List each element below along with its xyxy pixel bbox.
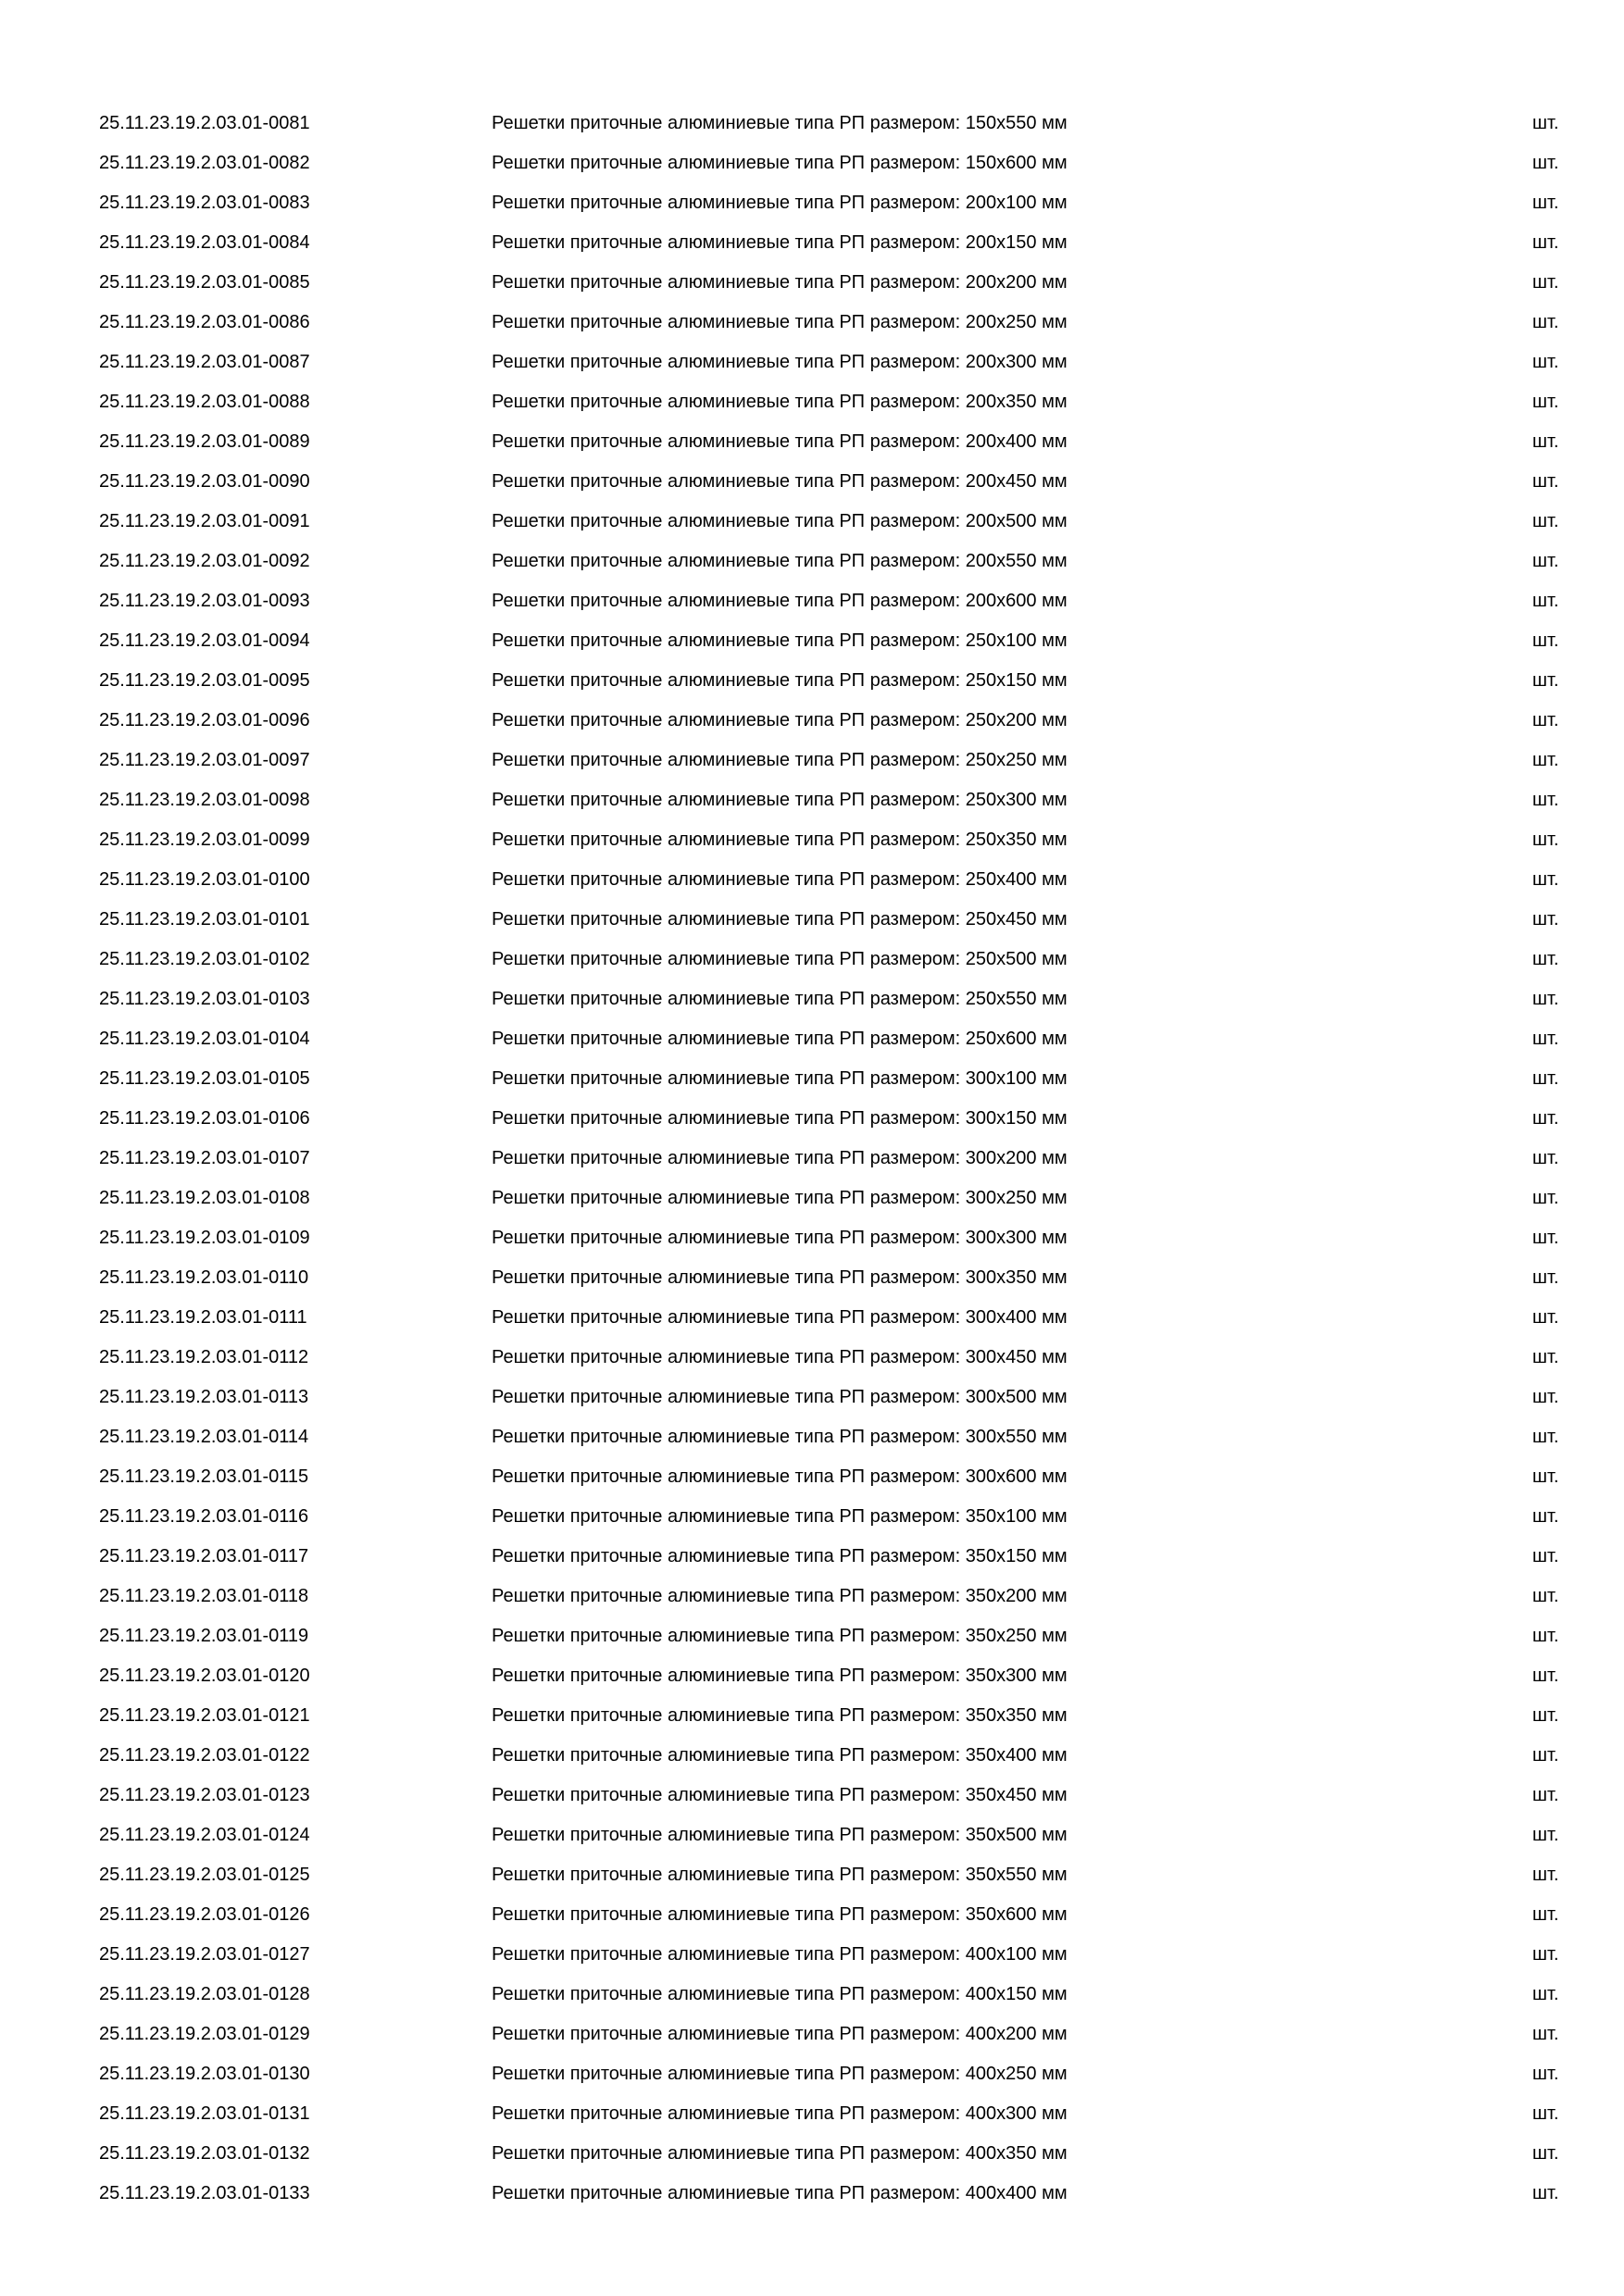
table-row <box>0 780 1624 820</box>
table-row <box>0 183 1624 223</box>
item-unit: шт. <box>1532 1825 1559 1845</box>
table-row <box>0 2054 1624 2094</box>
item-code: 25.11.23.19.2.03.01-0126 <box>99 1904 310 1925</box>
item-code: 25.11.23.19.2.03.01-0089 <box>99 431 310 452</box>
item-name: Решетки приточные алюминиевые типа РП размером: 350х550 мм <box>492 1865 1068 1885</box>
item-name: Решетки приточные алюминиевые типа РП размером: 200х550 мм <box>492 551 1068 571</box>
item-name: Решетки приточные алюминиевые типа РП размером: 250х200 мм <box>492 710 1068 730</box>
item-name: Решетки приточные алюминиевые типа РП размером: 300х200 мм <box>492 1148 1068 1168</box>
item-unit: шт. <box>1532 1029 1559 1049</box>
item-unit: шт. <box>1532 1148 1559 1168</box>
item-unit: шт. <box>1532 949 1559 969</box>
table-row <box>0 661 1624 701</box>
table-row <box>0 860 1624 900</box>
item-name: Решетки приточные алюминиевые типа РП размером: 350х400 мм <box>492 1745 1068 1766</box>
table-row <box>0 1577 1624 1616</box>
table-row <box>0 1457 1624 1497</box>
item-name: Решетки приточные алюминиевые типа РП размером: 250х450 мм <box>492 909 1068 930</box>
table-row <box>0 1258 1624 1298</box>
item-name: Решетки приточные алюминиевые типа РП размером: 250х500 мм <box>492 949 1068 969</box>
item-unit: шт. <box>1532 312 1559 332</box>
table-row <box>0 2174 1624 2214</box>
table-row <box>0 382 1624 422</box>
item-code: 25.11.23.19.2.03.01-0119 <box>99 1626 309 1646</box>
item-name: Решетки приточные алюминиевые типа РП размером: 250х400 мм <box>492 869 1068 890</box>
item-unit: шт. <box>1532 113 1559 133</box>
item-unit: шт. <box>1532 869 1559 890</box>
item-name: Решетки приточные алюминиевые типа РП размером: 250х600 мм <box>492 1029 1068 1049</box>
table-row <box>0 2094 1624 2134</box>
item-name: Решетки приточные алюминиевые типа РП размером: 200х500 мм <box>492 511 1068 531</box>
item-unit: шт. <box>1532 1108 1559 1129</box>
table-row <box>0 900 1624 940</box>
item-unit: шт. <box>1532 2064 1559 2084</box>
item-unit: шт. <box>1532 1546 1559 1566</box>
item-name: Решетки приточные алюминиевые типа РП размером: 200х250 мм <box>492 312 1068 332</box>
table-row <box>0 1696 1624 1736</box>
item-name: Решетки приточные алюминиевые типа РП размером: 350х450 мм <box>492 1785 1068 1805</box>
table-row <box>0 1099 1624 1139</box>
item-name: Решетки приточные алюминиевые типа РП размером: 200х150 мм <box>492 232 1068 253</box>
item-name: Решетки приточные алюминиевые типа РП размером: 350х350 мм <box>492 1705 1068 1726</box>
table-row <box>0 144 1624 183</box>
item-name: Решетки приточные алюминиевые типа РП размером: 150х600 мм <box>492 153 1068 173</box>
item-unit: шт. <box>1532 1785 1559 1805</box>
item-code: 25.11.23.19.2.03.01-0117 <box>99 1546 309 1566</box>
item-name: Решетки приточные алюминиевые типа РП размером: 400х200 мм <box>492 2024 1068 2044</box>
item-name: Решетки приточные алюминиевые типа РП размером: 250х100 мм <box>492 630 1068 651</box>
item-name: Решетки приточные алюминиевые типа РП размером: 350х300 мм <box>492 1666 1068 1686</box>
item-name: Решетки приточные алюминиевые типа РП размером: 350х150 мм <box>492 1546 1068 1566</box>
table-row <box>0 303 1624 343</box>
table-row <box>0 1338 1624 1378</box>
table-row <box>0 343 1624 382</box>
item-code: 25.11.23.19.2.03.01-0108 <box>99 1188 310 1208</box>
item-unit: шт. <box>1532 2103 1559 2124</box>
table-row <box>0 940 1624 980</box>
table-row <box>0 223 1624 263</box>
item-code: 25.11.23.19.2.03.01-0092 <box>99 551 310 571</box>
table-row <box>0 1975 1624 2015</box>
item-code: 25.11.23.19.2.03.01-0105 <box>99 1068 310 1089</box>
item-code: 25.11.23.19.2.03.01-0102 <box>99 949 310 969</box>
item-unit: шт. <box>1532 1984 1559 2004</box>
item-code: 25.11.23.19.2.03.01-0122 <box>99 1745 310 1766</box>
table-row <box>0 1895 1624 1935</box>
table-row <box>0 1816 1624 1855</box>
item-code: 25.11.23.19.2.03.01-0123 <box>99 1785 310 1805</box>
table-row <box>0 2134 1624 2174</box>
item-unit: шт. <box>1532 2024 1559 2044</box>
item-unit: шт. <box>1532 431 1559 452</box>
item-name: Решетки приточные алюминиевые типа РП размером: 200х350 мм <box>492 392 1068 412</box>
item-unit: шт. <box>1532 272 1559 293</box>
item-name: Решетки приточные алюминиевые типа РП размером: 300х250 мм <box>492 1188 1068 1208</box>
item-unit: шт. <box>1532 1466 1559 1487</box>
item-code: 25.11.23.19.2.03.01-0128 <box>99 1984 310 2004</box>
item-code: 25.11.23.19.2.03.01-0103 <box>99 989 310 1009</box>
item-code: 25.11.23.19.2.03.01-0081 <box>99 113 310 133</box>
item-name: Решетки приточные алюминиевые типа РП размером: 200х200 мм <box>492 272 1068 293</box>
table-row <box>0 1139 1624 1179</box>
item-unit: шт. <box>1532 1904 1559 1925</box>
item-code: 25.11.23.19.2.03.01-0114 <box>99 1427 309 1447</box>
item-name: Решетки приточные алюминиевые типа РП размером: 400х100 мм <box>492 1944 1068 1965</box>
item-name: Решетки приточные алюминиевые типа РП размером: 200х100 мм <box>492 193 1068 213</box>
item-list <box>0 104 1624 2214</box>
item-name: Решетки приточные алюминиевые типа РП размером: 350х200 мм <box>492 1586 1068 1606</box>
item-unit: шт. <box>1532 392 1559 412</box>
table-row <box>0 980 1624 1019</box>
item-unit: шт. <box>1532 551 1559 571</box>
item-name: Решетки приточные алюминиевые типа РП размером: 200х300 мм <box>492 352 1068 372</box>
item-unit: шт. <box>1532 1944 1559 1965</box>
table-row <box>0 701 1624 741</box>
item-unit: шт. <box>1532 1506 1559 1527</box>
item-code: 25.11.23.19.2.03.01-0107 <box>99 1148 310 1168</box>
item-name: Решетки приточные алюминиевые типа РП размером: 300х450 мм <box>492 1347 1068 1367</box>
item-name: Решетки приточные алюминиевые типа РП размером: 150х550 мм <box>492 113 1068 133</box>
item-code: 25.11.23.19.2.03.01-0129 <box>99 2024 310 2044</box>
item-code: 25.11.23.19.2.03.01-0110 <box>99 1267 309 1288</box>
table-row <box>0 621 1624 661</box>
item-name: Решетки приточные алюминиевые типа РП размером: 300х400 мм <box>492 1307 1068 1328</box>
table-row <box>0 502 1624 542</box>
item-code: 25.11.23.19.2.03.01-0113 <box>99 1387 309 1407</box>
item-name: Решетки приточные алюминиевые типа РП размером: 400х350 мм <box>492 2143 1068 2164</box>
item-name: Решетки приточные алюминиевые типа РП размером: 200х450 мм <box>492 471 1068 492</box>
item-unit: шт. <box>1532 1626 1559 1646</box>
item-name: Решетки приточные алюминиевые типа РП размером: 300х100 мм <box>492 1068 1068 1089</box>
item-code: 25.11.23.19.2.03.01-0112 <box>99 1347 309 1367</box>
item-unit: шт. <box>1532 471 1559 492</box>
item-code: 25.11.23.19.2.03.01-0098 <box>99 790 310 810</box>
item-unit: шт. <box>1532 989 1559 1009</box>
item-unit: шт. <box>1532 1228 1559 1248</box>
item-code: 25.11.23.19.2.03.01-0131 <box>99 2103 310 2124</box>
item-code: 25.11.23.19.2.03.01-0083 <box>99 193 310 213</box>
item-code: 25.11.23.19.2.03.01-0097 <box>99 750 310 770</box>
item-unit: шт. <box>1532 1865 1559 1885</box>
item-unit: шт. <box>1532 710 1559 730</box>
item-unit: шт. <box>1532 352 1559 372</box>
item-name: Решетки приточные алюминиевые типа РП размером: 250х550 мм <box>492 989 1068 1009</box>
table-row <box>0 1776 1624 1816</box>
item-code: 25.11.23.19.2.03.01-0084 <box>99 232 310 253</box>
table-row <box>0 1656 1624 1696</box>
item-code: 25.11.23.19.2.03.01-0094 <box>99 630 310 651</box>
item-code: 25.11.23.19.2.03.01-0133 <box>99 2183 310 2203</box>
item-name: Решетки приточные алюминиевые типа РП размером: 300х350 мм <box>492 1267 1068 1288</box>
item-name: Решетки приточные алюминиевые типа РП размером: 250х250 мм <box>492 750 1068 770</box>
item-code: 25.11.23.19.2.03.01-0120 <box>99 1666 310 1686</box>
item-name: Решетки приточные алюминиевые типа РП размером: 300х500 мм <box>492 1387 1068 1407</box>
table-row <box>0 1616 1624 1656</box>
item-code: 25.11.23.19.2.03.01-0096 <box>99 710 310 730</box>
item-code: 25.11.23.19.2.03.01-0124 <box>99 1825 310 1845</box>
item-name: Решетки приточные алюминиевые типа РП размером: 200х600 мм <box>492 591 1068 611</box>
item-name: Решетки приточные алюминиевые типа РП размером: 400х300 мм <box>492 2103 1068 2124</box>
item-code: 25.11.23.19.2.03.01-0118 <box>99 1586 309 1606</box>
item-code: 25.11.23.19.2.03.01-0121 <box>99 1705 310 1726</box>
table-row <box>0 422 1624 462</box>
item-unit: шт. <box>1532 1705 1559 1726</box>
item-code: 25.11.23.19.2.03.01-0116 <box>99 1506 309 1527</box>
table-row <box>0 1059 1624 1099</box>
item-code: 25.11.23.19.2.03.01-0132 <box>99 2143 310 2164</box>
item-code: 25.11.23.19.2.03.01-0127 <box>99 1944 310 1965</box>
item-unit: шт. <box>1532 909 1559 930</box>
item-unit: шт. <box>1532 750 1559 770</box>
item-code: 25.11.23.19.2.03.01-0085 <box>99 272 310 293</box>
item-unit: шт. <box>1532 511 1559 531</box>
item-unit: шт. <box>1532 193 1559 213</box>
table-row <box>0 1179 1624 1218</box>
item-name: Решетки приточные алюминиевые типа РП размером: 400х150 мм <box>492 1984 1068 2004</box>
item-name: Решетки приточные алюминиевые типа РП размером: 350х100 мм <box>492 1506 1068 1527</box>
item-unit: шт. <box>1532 1745 1559 1766</box>
table-row <box>0 1855 1624 1895</box>
item-unit: шт. <box>1532 591 1559 611</box>
item-code: 25.11.23.19.2.03.01-0088 <box>99 392 310 412</box>
item-code: 25.11.23.19.2.03.01-0104 <box>99 1029 310 1049</box>
item-code: 25.11.23.19.2.03.01-0115 <box>99 1466 309 1487</box>
table-row <box>0 1218 1624 1258</box>
item-name: Решетки приточные алюминиевые типа РП размером: 300х550 мм <box>492 1427 1068 1447</box>
item-unit: шт. <box>1532 1666 1559 1686</box>
item-name: Решетки приточные алюминиевые типа РП размером: 350х600 мм <box>492 1904 1068 1925</box>
item-code: 25.11.23.19.2.03.01-0087 <box>99 352 310 372</box>
table-row <box>0 741 1624 780</box>
item-unit: шт. <box>1532 1307 1559 1328</box>
item-name: Решетки приточные алюминиевые типа РП размером: 400х250 мм <box>492 2064 1068 2084</box>
item-unit: шт. <box>1532 232 1559 253</box>
item-name: Решетки приточные алюминиевые типа РП размером: 300х150 мм <box>492 1108 1068 1129</box>
table-row <box>0 1298 1624 1338</box>
item-code: 25.11.23.19.2.03.01-0082 <box>99 153 310 173</box>
item-code: 25.11.23.19.2.03.01-0090 <box>99 471 310 492</box>
item-code: 25.11.23.19.2.03.01-0086 <box>99 312 310 332</box>
item-name: Решетки приточные алюминиевые типа РП размером: 250х150 мм <box>492 670 1068 691</box>
item-unit: шт. <box>1532 1387 1559 1407</box>
table-row <box>0 1736 1624 1776</box>
table-row <box>0 1417 1624 1457</box>
item-name: Решетки приточные алюминиевые типа РП размером: 300х600 мм <box>492 1466 1068 1487</box>
item-unit: шт. <box>1532 1586 1559 1606</box>
item-name: Решетки приточные алюминиевые типа РП размером: 400х400 мм <box>492 2183 1068 2203</box>
item-name: Решетки приточные алюминиевые типа РП размером: 250х300 мм <box>492 790 1068 810</box>
table-row <box>0 820 1624 860</box>
item-unit: шт. <box>1532 1267 1559 1288</box>
table-row <box>0 1378 1624 1417</box>
item-code: 25.11.23.19.2.03.01-0101 <box>99 909 310 930</box>
table-row <box>0 263 1624 303</box>
item-unit: шт. <box>1532 670 1559 691</box>
table-row <box>0 1019 1624 1059</box>
item-name: Решетки приточные алюминиевые типа РП размером: 350х500 мм <box>492 1825 1068 1845</box>
item-code: 25.11.23.19.2.03.01-0099 <box>99 830 310 850</box>
item-code: 25.11.23.19.2.03.01-0106 <box>99 1108 310 1129</box>
table-row <box>0 2015 1624 2054</box>
item-code: 25.11.23.19.2.03.01-0125 <box>99 1865 310 1885</box>
item-code: 25.11.23.19.2.03.01-0091 <box>99 511 310 531</box>
item-unit: шт. <box>1532 630 1559 651</box>
item-unit: шт. <box>1532 790 1559 810</box>
item-code: 25.11.23.19.2.03.01-0130 <box>99 2064 310 2084</box>
item-unit: шт. <box>1532 153 1559 173</box>
item-code: 25.11.23.19.2.03.01-0095 <box>99 670 310 691</box>
item-unit: шт. <box>1532 1188 1559 1208</box>
table-row <box>0 542 1624 581</box>
table-row <box>0 1537 1624 1577</box>
item-name: Решетки приточные алюминиевые типа РП размером: 200х400 мм <box>492 431 1068 452</box>
table-row <box>0 104 1624 144</box>
item-code: 25.11.23.19.2.03.01-0109 <box>99 1228 310 1248</box>
item-name: Решетки приточные алюминиевые типа РП размером: 250х350 мм <box>492 830 1068 850</box>
item-unit: шт. <box>1532 1427 1559 1447</box>
table-row <box>0 462 1624 502</box>
table-row <box>0 1935 1624 1975</box>
table-row <box>0 581 1624 621</box>
item-code: 25.11.23.19.2.03.01-0093 <box>99 591 310 611</box>
item-code: 25.11.23.19.2.03.01-0111 <box>99 1307 307 1328</box>
item-unit: шт. <box>1532 830 1559 850</box>
item-unit: шт. <box>1532 2183 1559 2203</box>
item-unit: шт. <box>1532 1068 1559 1089</box>
item-name: Решетки приточные алюминиевые типа РП размером: 300х300 мм <box>492 1228 1068 1248</box>
item-unit: шт. <box>1532 1347 1559 1367</box>
table-row <box>0 1497 1624 1537</box>
item-unit: шт. <box>1532 2143 1559 2164</box>
item-code: 25.11.23.19.2.03.01-0100 <box>99 869 310 890</box>
item-name: Решетки приточные алюминиевые типа РП размером: 350х250 мм <box>492 1626 1068 1646</box>
